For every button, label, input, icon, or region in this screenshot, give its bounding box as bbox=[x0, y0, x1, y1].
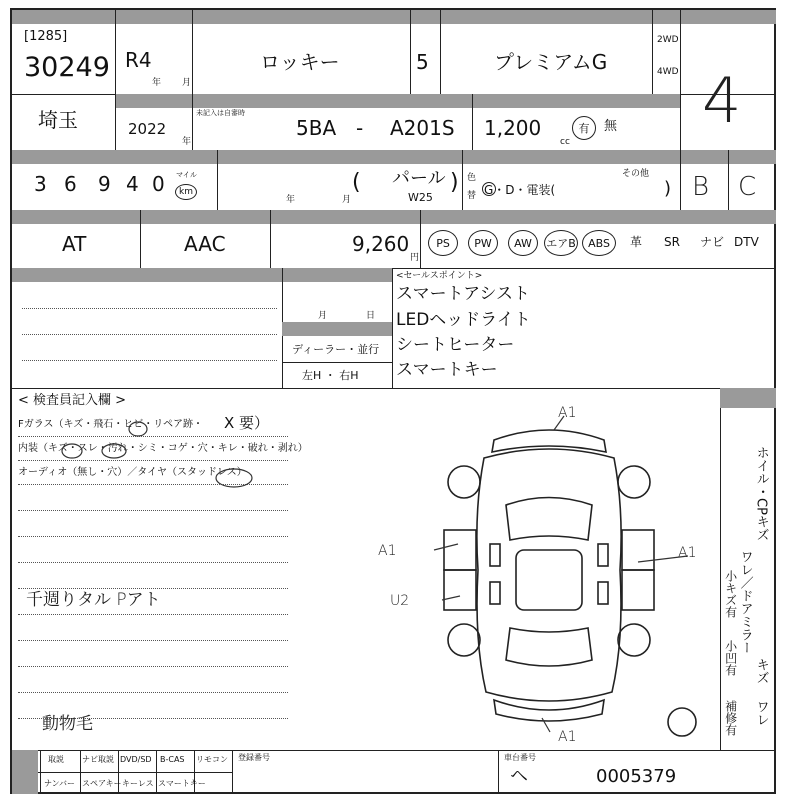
model-code: A201S bbox=[390, 116, 455, 140]
footer-item: スマートキー bbox=[158, 779, 206, 788]
inspection-month-unit: 月 bbox=[342, 195, 352, 205]
footer-item: ナンバー bbox=[44, 779, 76, 788]
roof bbox=[516, 550, 582, 610]
footer-left-bar bbox=[12, 750, 38, 794]
side-note-scratch: キズ bbox=[753, 658, 769, 684]
equipment-aw: AW bbox=[508, 230, 538, 256]
sales-point-header: <セールスポイント> bbox=[396, 271, 483, 281]
color-paren-close: ) bbox=[450, 170, 459, 195]
reg-year-unit: 年 bbox=[152, 78, 162, 88]
rear-bumper bbox=[494, 700, 604, 721]
footer-item: キーレス bbox=[122, 779, 154, 788]
wheel-rear-left bbox=[448, 624, 480, 656]
body-outline bbox=[477, 449, 621, 701]
color-label: 色 bbox=[467, 173, 477, 183]
drive-2wd: 2WD bbox=[657, 35, 679, 45]
first-reg-note: 未記入は自審時 bbox=[196, 109, 245, 117]
auction-sheet bbox=[10, 8, 776, 794]
footer-item: 取説 bbox=[48, 755, 64, 764]
right-front-door bbox=[622, 530, 654, 570]
mileage-digit: 9 bbox=[98, 172, 111, 196]
mileage-unit-km-circled: km bbox=[175, 184, 197, 200]
interior-condition: 内装（キズ・スレ・汚れ・シミ・コゲ・穴・キレ・破れ・剥れ） bbox=[18, 443, 308, 454]
side-note-repaired: 補修有 bbox=[723, 700, 738, 736]
damage-mark: A1 bbox=[378, 543, 397, 559]
spare-wheel bbox=[668, 708, 696, 736]
recycle-fee-unit: 円 bbox=[410, 253, 420, 263]
validity-day: 日 bbox=[366, 311, 376, 321]
glass-mark: X 要） bbox=[224, 414, 270, 432]
reg-year: R4 bbox=[125, 48, 152, 72]
dealer-import: ディーラー・並行 bbox=[292, 343, 380, 356]
handwritten-note-animal-hair: 動物毛 bbox=[42, 714, 93, 734]
region: 埼玉 bbox=[38, 108, 78, 132]
color-change-label: 替 bbox=[467, 191, 477, 201]
side-note-wheel: ホイル・CPキズ bbox=[753, 446, 769, 541]
door-count: 5 bbox=[416, 50, 429, 74]
transmission: AT bbox=[62, 232, 87, 256]
equipment-navi: ナビ bbox=[700, 235, 725, 249]
inspector-title: < 検査員記入欄 > bbox=[18, 393, 127, 408]
equipment-airbag: エアB bbox=[544, 230, 578, 256]
color-paren-open: ( bbox=[352, 170, 361, 195]
color-code: W25 bbox=[408, 191, 433, 204]
chassis-number: 0005379 bbox=[596, 766, 677, 787]
glass-condition: Fガラス（キズ・飛石・ヒビ・リペア跡・ bbox=[18, 419, 204, 430]
equipment-abs: ABS bbox=[582, 230, 616, 256]
color-options: G・D・電装( bbox=[484, 183, 556, 197]
sales-point: スマートアシスト bbox=[396, 284, 530, 304]
model-code-dash: - bbox=[356, 116, 364, 140]
mileage-digit: 6 bbox=[64, 172, 77, 196]
equipment-sunroof: SR bbox=[664, 235, 680, 249]
footer-item: B-CAS bbox=[160, 755, 185, 764]
equipment-dtv: DTV bbox=[734, 235, 759, 249]
audio-tire-condition: オーディオ（無し・穴）／タイヤ（スタッドレス） bbox=[18, 467, 247, 478]
displacement-unit: cc bbox=[560, 137, 570, 147]
footer-item: スペアキー bbox=[82, 779, 122, 788]
option-yes-circled: 有 bbox=[572, 116, 596, 140]
side-notes-header-bar bbox=[720, 388, 776, 408]
inspection-year-unit: 年 bbox=[286, 195, 296, 205]
recycle-fee: 9,260 bbox=[352, 232, 410, 256]
side-note-small-scratch: 小キズ有 bbox=[723, 570, 738, 618]
color-name: パール bbox=[392, 168, 446, 189]
aircon: AAC bbox=[184, 232, 226, 256]
damage-mark: A1 bbox=[558, 729, 577, 745]
grade-name: プレミアムG bbox=[494, 50, 608, 74]
sales-point: LEDヘッドライト bbox=[396, 310, 531, 330]
registration-number-label: 登録番号 bbox=[238, 753, 270, 762]
windshield bbox=[506, 498, 592, 541]
side-note-crack: ワレ bbox=[753, 700, 769, 726]
footer-item: リモコン bbox=[196, 755, 228, 764]
equipment-pw: PW bbox=[468, 230, 498, 256]
hand-circles bbox=[12, 10, 312, 510]
mileage-digit: 4 bbox=[126, 172, 139, 196]
mileage-digit: 0 bbox=[152, 172, 165, 196]
drive-4wd: 4WD bbox=[657, 67, 679, 77]
first-reg-unit: 年 bbox=[182, 137, 192, 147]
interior-grade: B bbox=[692, 172, 710, 202]
chassis-prefix: ヘ bbox=[510, 766, 528, 787]
side-note-small-dent: 小凹有 bbox=[723, 640, 738, 676]
rear-window bbox=[506, 628, 592, 666]
exterior-grade: C bbox=[738, 172, 757, 202]
left-rear-door bbox=[444, 570, 476, 610]
footer-item: ナビ取説 bbox=[82, 755, 114, 764]
option-no: 無 bbox=[604, 119, 618, 134]
mileage-digit: 3 bbox=[34, 172, 47, 196]
damage-mark: U2 bbox=[390, 593, 410, 609]
first-reg-year: 2022 bbox=[128, 120, 167, 138]
wheel-front-right bbox=[618, 466, 650, 498]
model-name: ロッキー bbox=[260, 50, 340, 74]
validity-month: 月 bbox=[318, 311, 328, 321]
mileage-unit-mile: マイル bbox=[176, 171, 197, 179]
footer-item: DVD/SD bbox=[120, 755, 152, 764]
sales-point: シートヒーター bbox=[396, 335, 515, 355]
sales-point: スマートキー bbox=[396, 360, 498, 380]
color-options-close: ) bbox=[664, 178, 672, 199]
car-damage-diagram bbox=[424, 410, 674, 740]
side-note-crack-mirror: ワレ／ドアミラー bbox=[737, 550, 753, 654]
lot-number: 30249 bbox=[24, 52, 110, 83]
left-front-door bbox=[444, 530, 476, 570]
model-code-prefix: 5BA bbox=[296, 116, 337, 140]
damage-mark: A1 bbox=[558, 405, 577, 421]
lot-code: [1285] bbox=[24, 29, 68, 44]
wheel-front-left bbox=[448, 466, 480, 498]
damage-mark: A1 bbox=[678, 545, 697, 561]
steering-side: 左H ・ 右H bbox=[302, 369, 359, 382]
displacement: 1,200 bbox=[484, 116, 542, 140]
chassis-number-label: 車台番号 bbox=[504, 753, 536, 762]
reg-month-unit: 月 bbox=[182, 78, 192, 88]
equipment-leather: 革 bbox=[630, 235, 643, 249]
handwritten-note: 千週りタル Pアト bbox=[26, 590, 161, 610]
right-rear-door bbox=[622, 570, 654, 610]
equipment-ps: PS bbox=[428, 230, 458, 256]
overall-score: 4 bbox=[702, 64, 742, 137]
wheel-rear-right bbox=[618, 624, 650, 656]
color-other: その他 bbox=[622, 169, 650, 179]
